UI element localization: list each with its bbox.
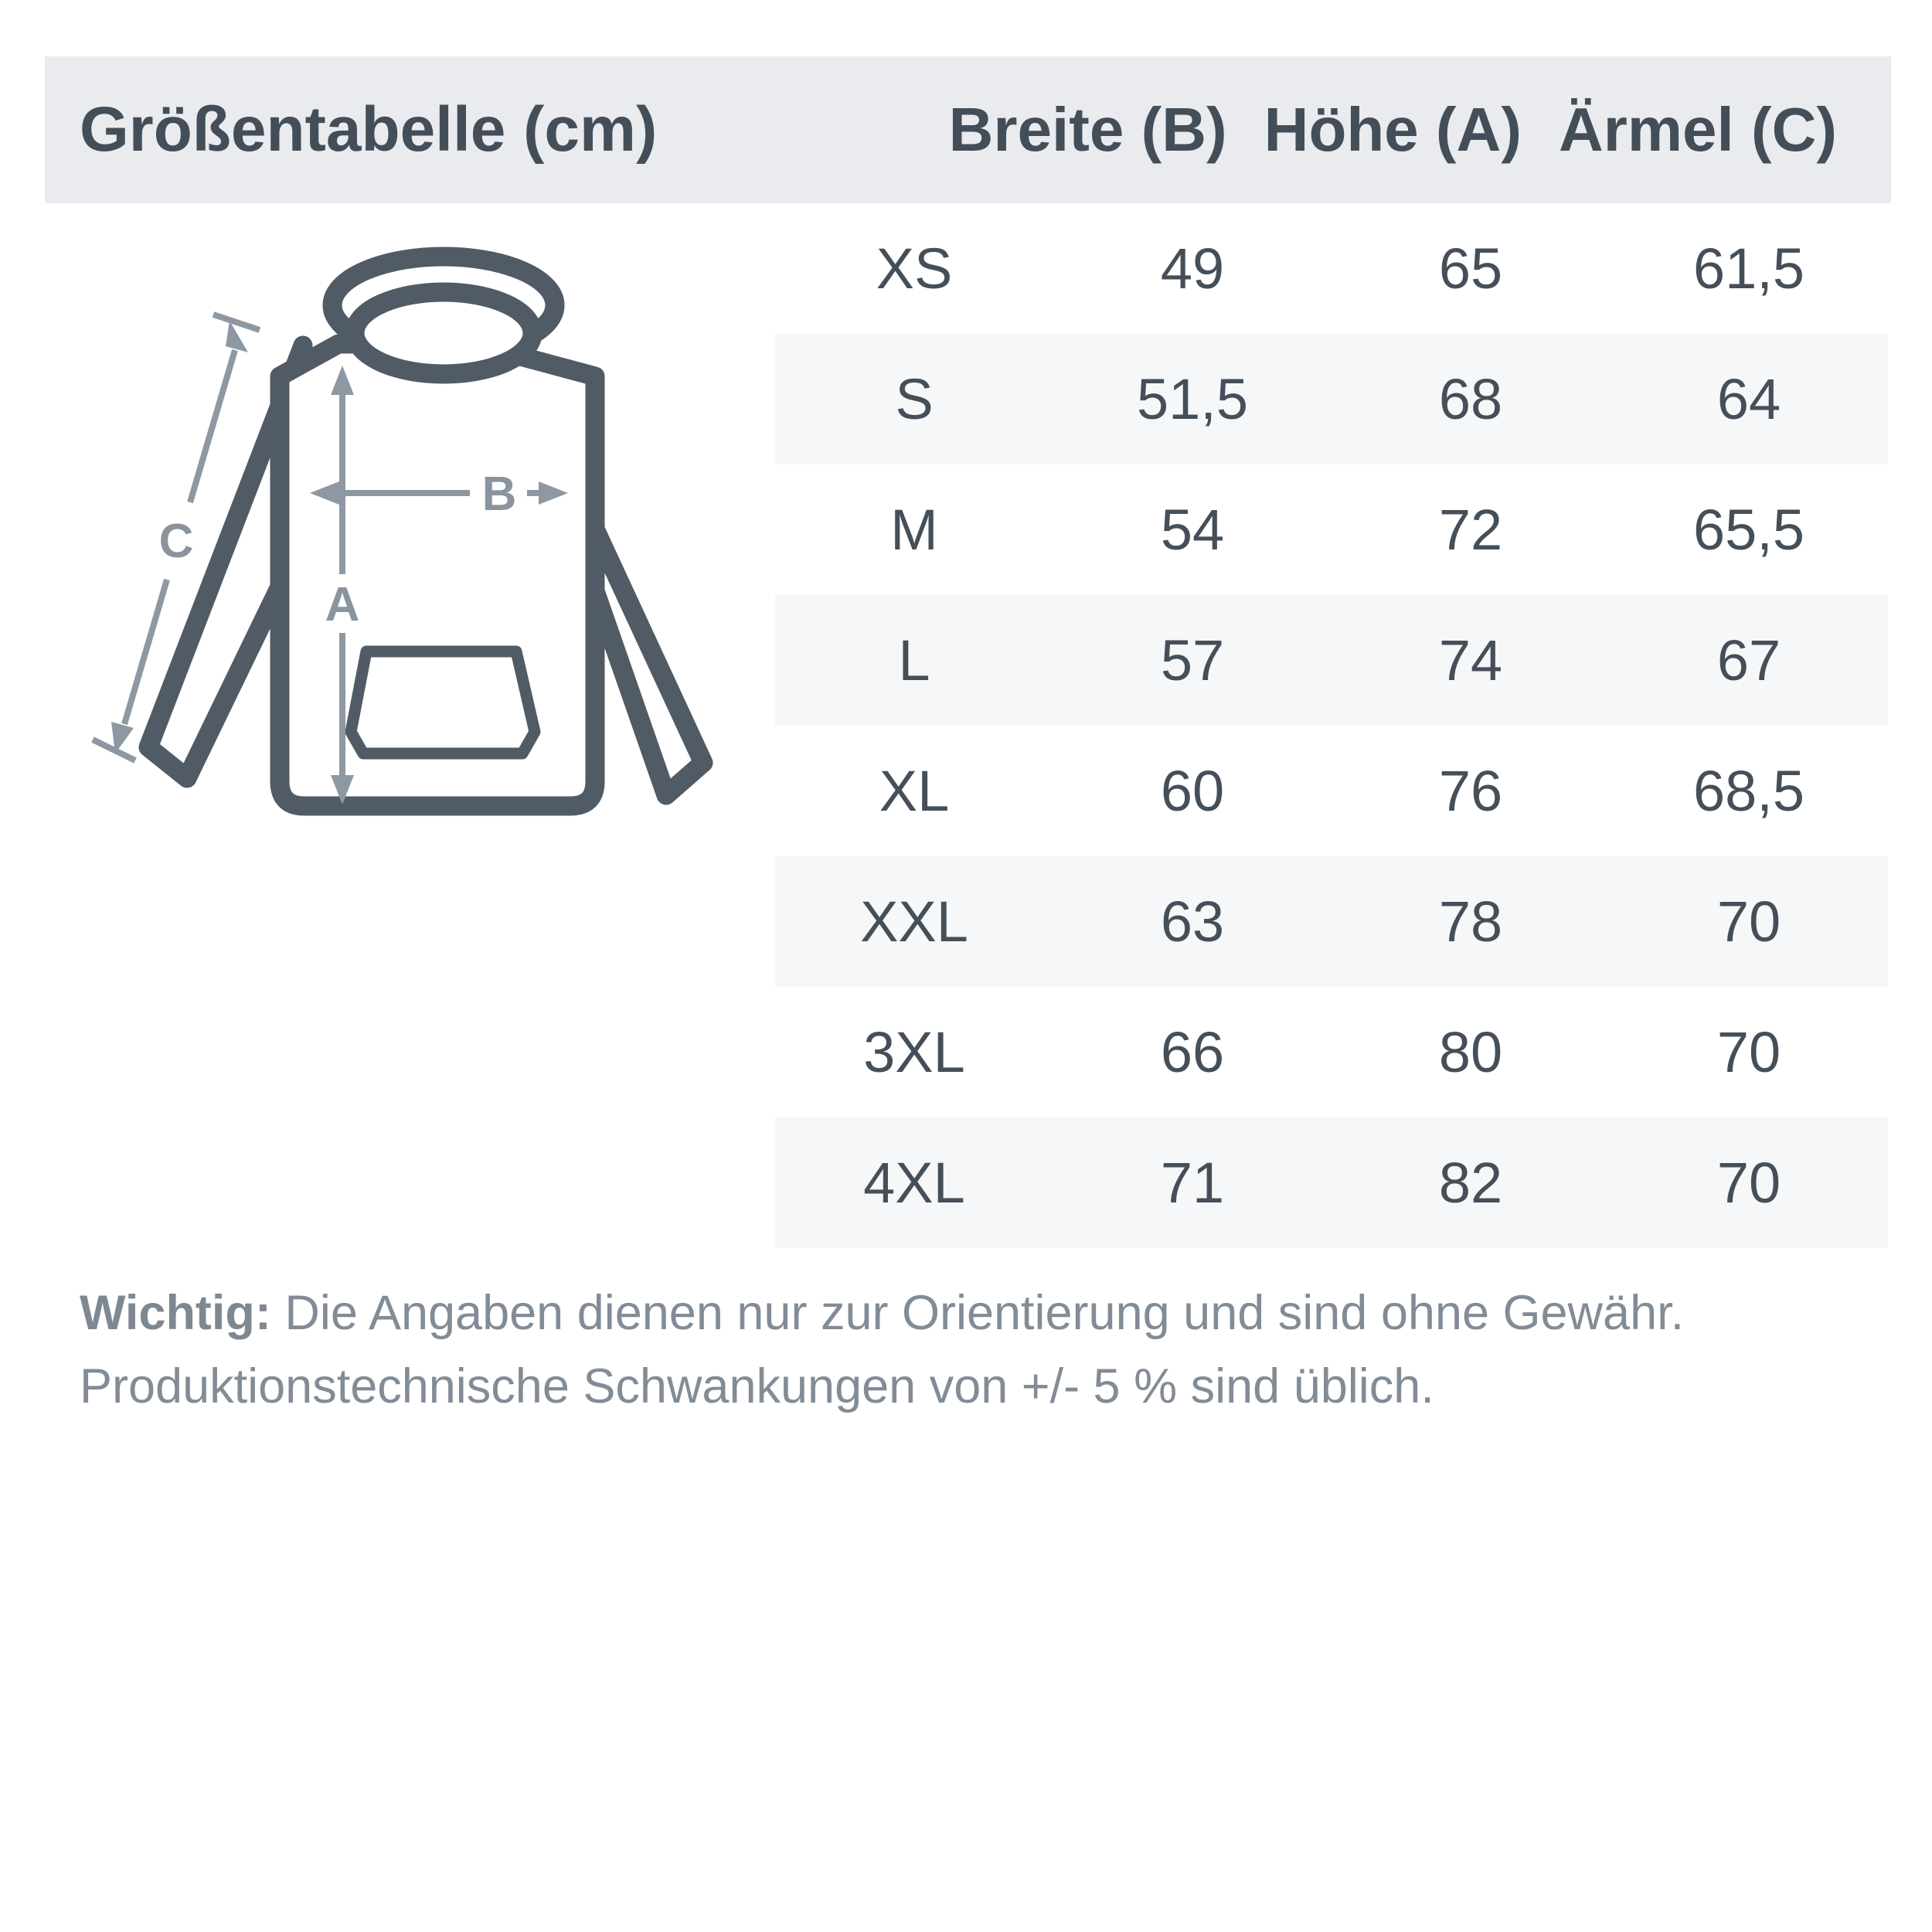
aermel-cell: 64: [1716, 367, 1781, 431]
size-cell: S: [895, 367, 934, 431]
breite-cell: 63: [1160, 889, 1225, 954]
breite-cell: 51,5: [1136, 367, 1249, 431]
hoehe-cell: 76: [1438, 759, 1503, 823]
hoehe-cell: 74: [1438, 628, 1503, 692]
note-text: [80, 1277, 1872, 1423]
aermel-cell: 68,5: [1692, 759, 1805, 823]
hoehe-cell: 72: [1438, 498, 1503, 562]
table-row: [775, 334, 1888, 464]
note-line-1: Wichtig: Die Angaben dienen nur zur Orientierung und sind ohne Gewähr.: [80, 1286, 1685, 1340]
dimension-label-b: B: [481, 468, 517, 521]
aermel-cell: 70: [1716, 1151, 1781, 1215]
aermel-cell: 70: [1716, 889, 1781, 954]
header-col-aermel: Ärmel (C): [1558, 95, 1837, 164]
hoehe-cell: 78: [1438, 889, 1503, 954]
hoehe-cell: 82: [1438, 1151, 1503, 1215]
breite-cell: 57: [1160, 628, 1225, 692]
dimension-label-c: C: [158, 515, 194, 568]
size-table: [775, 203, 1888, 1248]
aermel-cell: 70: [1716, 1020, 1781, 1084]
breite-cell: 49: [1160, 236, 1225, 301]
table-row: [775, 987, 1888, 1117]
breite-cell: 60: [1160, 759, 1225, 823]
hoehe-cell: 80: [1438, 1020, 1503, 1084]
hoehe-cell: 65: [1438, 236, 1503, 301]
note-important-label: Wichtig:: [80, 1286, 271, 1340]
header-columns: [949, 94, 1837, 165]
header-col-hoehe: Höhe (A): [1264, 95, 1522, 164]
table-row: [775, 856, 1888, 987]
size-cell: XXL: [860, 889, 968, 954]
size-cell: 3XL: [863, 1020, 965, 1084]
hoehe-cell: 68: [1438, 367, 1503, 431]
aermel-cell: 65,5: [1692, 498, 1805, 562]
size-chart-header: [45, 56, 1891, 203]
note-line-2: Produktionstechnische Schwankungen von +/- 5 % sind üblich.: [80, 1359, 1434, 1413]
breite-cell: 54: [1160, 498, 1225, 562]
breite-cell: 66: [1160, 1020, 1225, 1084]
aermel-cell: 67: [1716, 628, 1781, 692]
chart-title: Größentabelle (cm): [80, 94, 658, 165]
header-col-breite: Breite (B): [948, 95, 1227, 164]
dimension-label-a: A: [325, 578, 360, 631]
breite-cell: 71: [1160, 1151, 1225, 1215]
hoodie-diagram: [54, 228, 757, 862]
table-row: [775, 595, 1888, 726]
size-cell: 4XL: [863, 1151, 965, 1215]
table-row: [775, 203, 1888, 334]
table-row: [775, 726, 1888, 856]
size-cell: XS: [876, 236, 953, 301]
size-cell: L: [898, 628, 930, 692]
table-row: [775, 464, 1888, 595]
size-cell: XL: [879, 759, 950, 823]
aermel-cell: 61,5: [1692, 236, 1805, 301]
size-cell: M: [890, 498, 938, 562]
table-row: [775, 1117, 1888, 1248]
